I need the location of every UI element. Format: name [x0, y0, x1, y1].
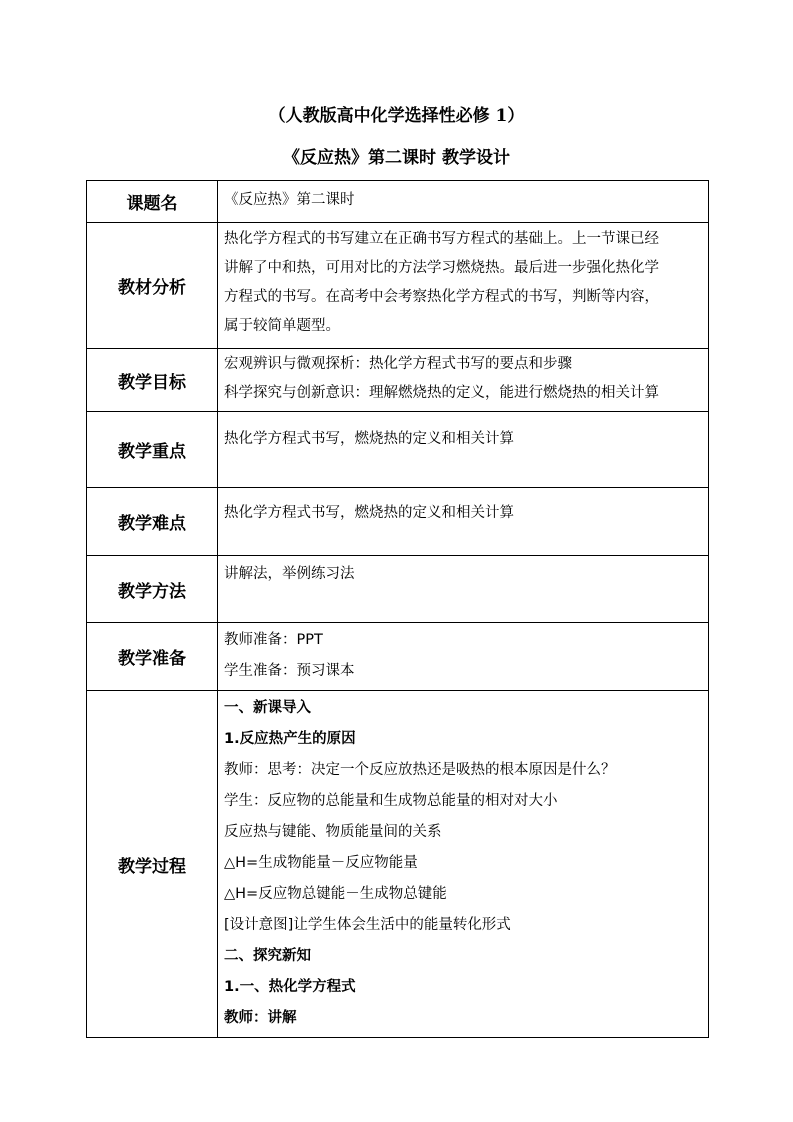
- process-heading: 二、探究新知: [224, 948, 311, 964]
- row-value-methods: 讲解法，举例练习法: [218, 556, 709, 623]
- preparation-line: 学生准备：预习课本: [224, 663, 355, 679]
- row-label-topic: 课题名: [87, 181, 218, 223]
- row-label-methods: 教学方法: [87, 556, 218, 623]
- lesson-plan-table: [86, 180, 709, 1038]
- row-value-key-points: 热化学方程式书写，燃烧热的定义和相关计算: [218, 412, 709, 488]
- document-title: （人教版高中化学选择性必修 1）: [268, 106, 525, 126]
- row-label-process: 教学过程: [87, 691, 218, 1038]
- process-line: 反应热与键能、物质能量间的关系: [224, 824, 442, 840]
- preparation-line: 教师准备：PPT: [224, 632, 323, 648]
- table-row-goals: [87, 349, 709, 412]
- table-row-key-points: [87, 412, 709, 488]
- table-row-methods: [87, 556, 709, 623]
- table-row-analysis: [87, 223, 709, 349]
- process-line: 学生：反应物的总能量和生成物总能量的相对对大小: [224, 793, 558, 809]
- row-value-analysis: [218, 223, 709, 349]
- row-value-topic: 《反应热》第二课时: [218, 181, 709, 223]
- process-line: △H=生成物能量－反应物能量: [224, 855, 418, 871]
- table-row-topic: [87, 181, 709, 223]
- table-row-preparation: [87, 623, 709, 691]
- analysis-line: 讲解了中和热，可用对比的方法学习燃烧热。最后进一步强化热化学: [224, 260, 659, 276]
- table-row-difficulties: [87, 488, 709, 556]
- process-subheading: 1.反应热产生的原因: [224, 731, 356, 747]
- process-line: 教师：讲解: [224, 1010, 297, 1026]
- row-label-analysis: 教材分析: [87, 223, 218, 349]
- row-value-difficulties: 热化学方程式书写，燃烧热的定义和相关计算: [218, 488, 709, 556]
- table-row-process: [87, 691, 709, 1038]
- goal-line: 科学探究与创新意识：理解燃烧热的定义，能进行燃烧热的相关计算: [224, 385, 659, 401]
- row-value-process: [218, 691, 709, 1038]
- row-label-preparation: 教学准备: [87, 623, 218, 691]
- row-label-difficulties: 教学难点: [87, 488, 218, 556]
- row-label-goals: 教学目标: [87, 349, 218, 412]
- process-line: [设计意图]让学生体会生活中的能量转化形式: [224, 917, 511, 933]
- analysis-line: 属于较简单题型。: [224, 318, 340, 334]
- document-subtitle: 《反应热》第二课时 教学设计: [283, 148, 510, 168]
- row-value-preparation: [218, 623, 709, 691]
- process-line: △H=反应物总键能－生成物总键能: [224, 886, 447, 902]
- process-heading: 一、新课导入: [224, 700, 311, 716]
- process-subheading: 1.一、热化学方程式: [224, 979, 356, 995]
- row-label-key-points: 教学重点: [87, 412, 218, 488]
- goal-line: 宏观辨识与微观探析：热化学方程式书写的要点和步骤: [224, 356, 572, 372]
- analysis-line: 热化学方程式的书写建立在正确书写方程式的基础上。上一节课已经: [224, 231, 659, 247]
- analysis-line: 方程式的书写。在高考中会考察热化学方程式的书写，判断等内容，: [224, 289, 659, 305]
- row-value-goals: [218, 349, 709, 412]
- process-line: 教师：思考：决定一个反应放热还是吸热的根本原因是什么？: [224, 762, 616, 778]
